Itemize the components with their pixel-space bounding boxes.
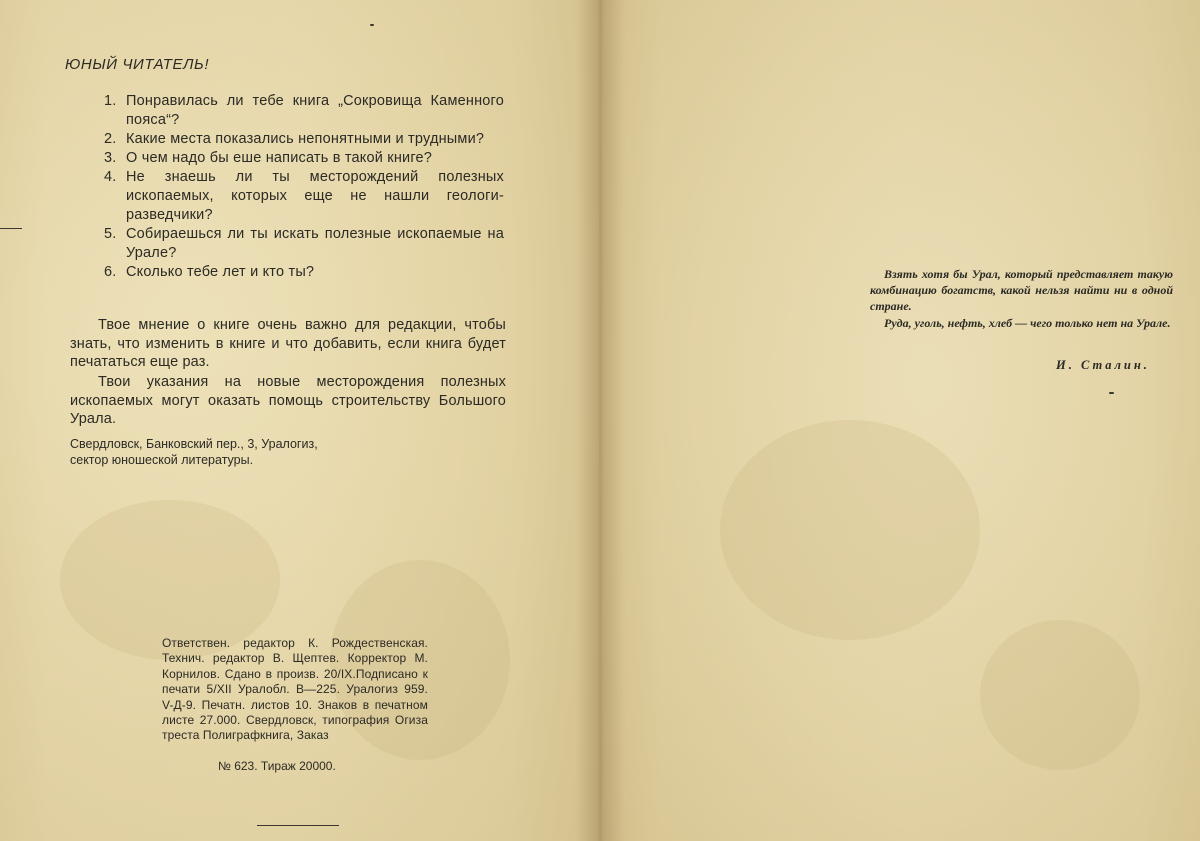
imprint-print-run: № 623. Тираж 20000.: [218, 759, 336, 773]
question-number: 1.: [104, 93, 117, 109]
question-number: 6.: [104, 264, 117, 280]
question-text: Сколько тебе лет и кто ты?: [126, 264, 315, 280]
question-list: [104, 92, 504, 282]
epigraph-signature: И. Сталин.: [1056, 358, 1150, 372]
question-text: Понравилась ли тебе книга „Сокровища Каменного пояса“?: [126, 93, 504, 128]
question-number: 2.: [104, 131, 117, 147]
divider: [257, 825, 339, 826]
epigraph-paragraph: Взять хотя бы Урал, который представляет такую комбинацию богатств, какой нельзя найти ни в одной стране.: [870, 267, 1173, 314]
publisher-address: [70, 436, 400, 468]
list-item: [104, 130, 504, 149]
paper-stain: [980, 620, 1140, 770]
right-page: [600, 0, 1200, 841]
paper-speck: [1109, 392, 1114, 394]
deposits-paragraph: Твои указания на новые месторождения полезных ископаемых могут оказать помощь строительству Большого Урала.: [70, 374, 506, 427]
question-number: 3.: [104, 150, 117, 166]
editorial-paragraph: Твое мнение о книге очень важно для редакции, чтобы знать, что изменить в книге и что добавить, если книга будет печататься еще раз.: [70, 317, 506, 370]
list-item: [104, 168, 504, 225]
paper-stain: [720, 420, 980, 640]
question-text: Не знаешь ли ты месторождений полезных ископаемых, которых еще не нашли геологи-разведчики?: [126, 169, 504, 223]
list-item: [104, 225, 504, 263]
address-line: Свердловск, Банковский пер., 3, Уралогиз,: [70, 437, 318, 451]
list-item: [104, 263, 504, 282]
address-line: сектор юношеской литературы.: [70, 453, 254, 467]
edge-mark: [0, 228, 22, 229]
page-heading: ЮНЫЙ ЧИТАТЕЛЬ!: [65, 56, 210, 73]
list-item: [104, 149, 504, 168]
book-gutter: [575, 0, 625, 841]
epigraph: [870, 266, 1173, 331]
question-number: 4.: [104, 169, 117, 185]
imprint-text: Ответствен. редактор К. Рождественская. Технич. редактор В. Щептев. Корректор М. Корнилов. Сдано в произв. 20/IX.Подписано к печати 5/XII Уралобл. В—225. Уралогиз 959. V-Д-9. Печатн. листов 10. Знаков в печатном листе 27.000. Свердловск, типография Огиза треста Полиграфкнига, Заказ: [162, 636, 428, 743]
epigraph-paragraph: Руда, уголь, нефть, хлеб — чего только нет на Урале.: [884, 315, 1171, 330]
question-number: 5.: [104, 226, 117, 242]
question-text: Какие места показались непонятными и трудными?: [126, 131, 485, 147]
question-text: Собираешься ли ты искать полезные ископаемые на Урале?: [126, 226, 504, 261]
question-text: О чем надо бы еше написать в такой книге?: [126, 150, 433, 166]
paper-speck: [370, 24, 374, 26]
list-item: [104, 92, 504, 130]
